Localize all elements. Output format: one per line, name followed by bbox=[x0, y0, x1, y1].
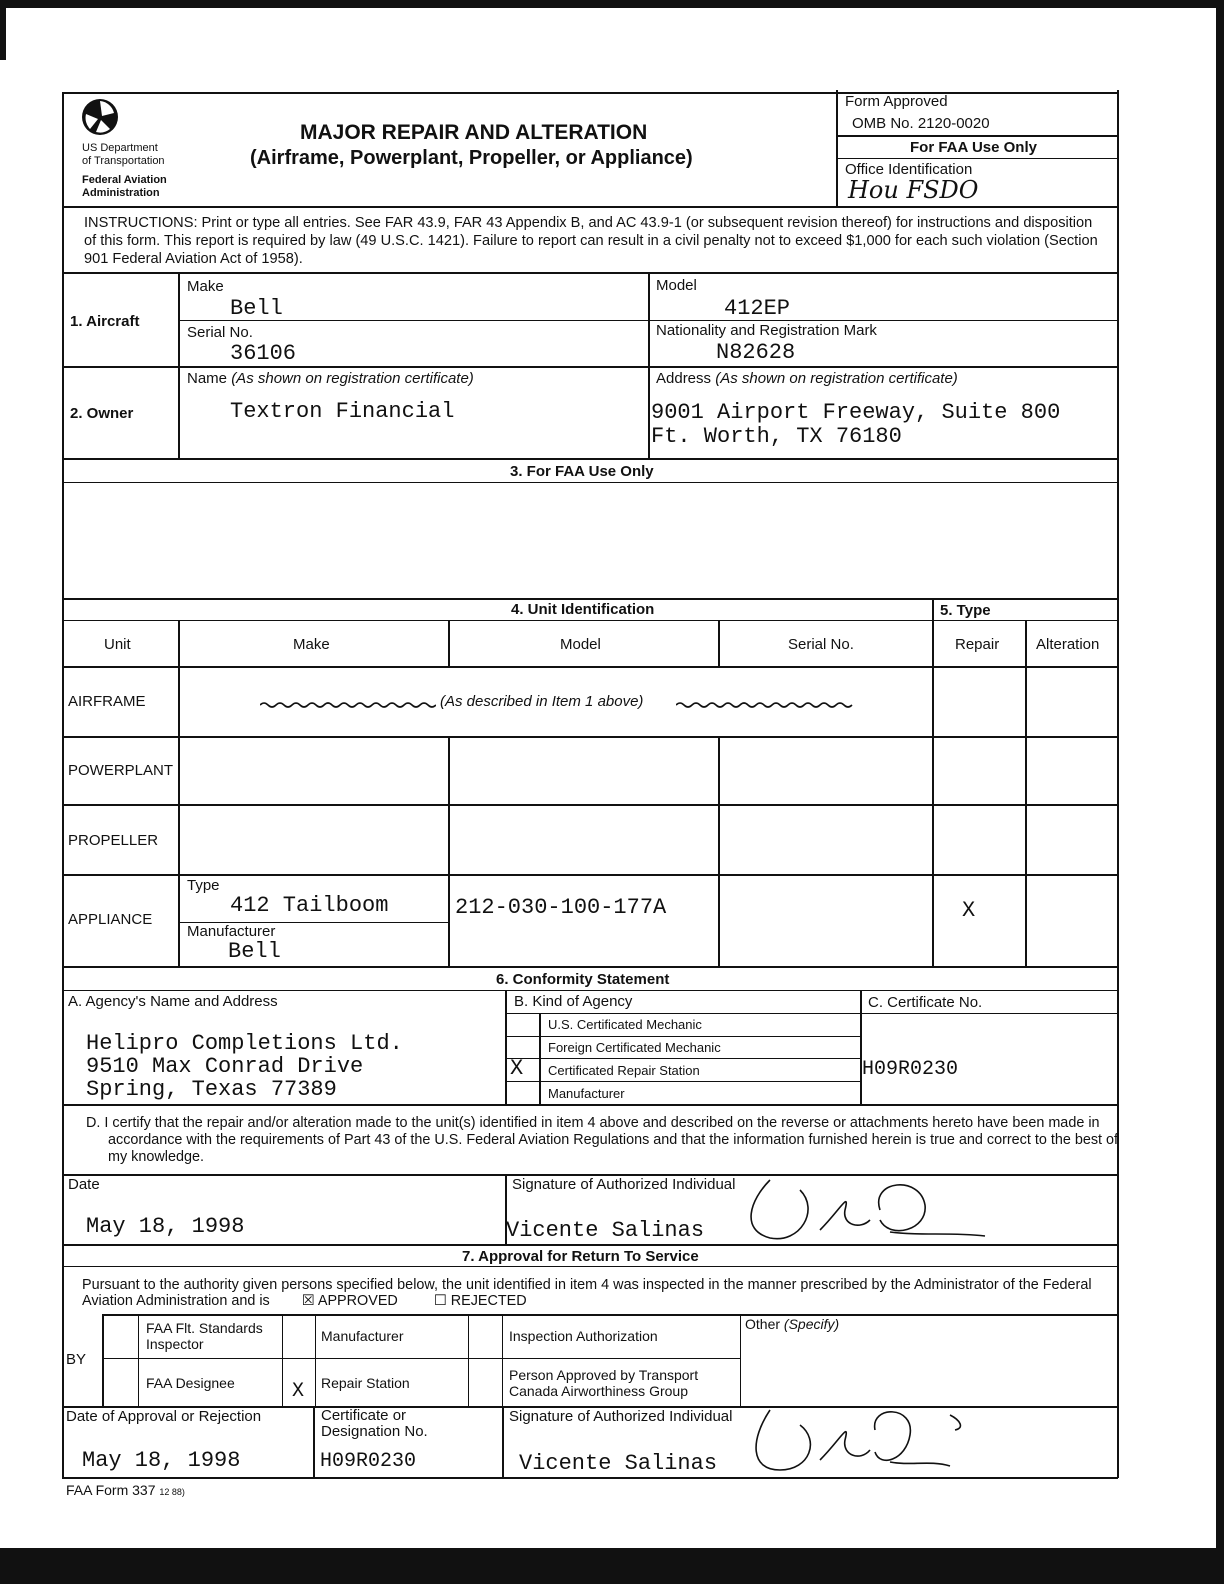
aircraft-model[interactable]: 412EP bbox=[724, 296, 791, 321]
faa-use-section-title: 3. For FAA Use Only bbox=[510, 463, 654, 480]
owner-address-label: Address (As shown on registration certificate) bbox=[656, 370, 958, 387]
agency-line1[interactable]: Helipro Completions Ltd. bbox=[86, 1031, 403, 1056]
opt-designee[interactable]: FAA Designee bbox=[146, 1375, 235, 1391]
kind-repair-station-mark[interactable]: X bbox=[510, 1056, 524, 1081]
approval-title: 7. Approval for Return To Service bbox=[462, 1248, 699, 1265]
by-label: BY bbox=[66, 1351, 87, 1368]
owner-address-line1[interactable]: 9001 Airport Freeway, Suite 800 bbox=[651, 400, 1061, 425]
scan-left-edge bbox=[0, 0, 6, 60]
omb-number: OMB No. 2120-0020 bbox=[852, 115, 990, 132]
faa-use-area[interactable] bbox=[64, 484, 1116, 596]
conformity-sig-name[interactable]: Vicente Salinas bbox=[506, 1218, 705, 1243]
nationality-label: Nationality and Registration Mark bbox=[656, 322, 877, 339]
approval-sig-label: Signature of Authorized Individual bbox=[509, 1408, 733, 1425]
col-unit: Unit bbox=[104, 636, 131, 653]
opt-inspection-auth[interactable]: Inspection Authorization bbox=[509, 1328, 658, 1344]
col-model: Model bbox=[560, 636, 601, 653]
appliance-model[interactable]: 212-030-100-177A bbox=[455, 895, 667, 920]
aircraft-section-label: 1. Aircraft bbox=[70, 313, 140, 330]
scan-bottom-edge bbox=[0, 1548, 1224, 1584]
col-alteration: Alteration bbox=[1036, 636, 1100, 653]
certify-text: D. I certify that the repair and/or alteration made to the unit(s) identified in item 4 above and described on the reverse or attachments hereto have been made in accordance with the requirements of Part 43 of the U.S. Federal Aviation Regulations and that the information furnished herein is true and correct to the best of my knowledge. bbox=[86, 1115, 1119, 1165]
approval-date[interactable]: May 18, 1998 bbox=[82, 1448, 241, 1473]
approval-date-label: Date of Approval or Rejection bbox=[66, 1408, 262, 1425]
approved-label: APPROVED bbox=[317, 1293, 398, 1309]
kind-manufacturer[interactable]: Manufacturer bbox=[548, 1086, 625, 1101]
scan-right-edge bbox=[1216, 0, 1224, 1584]
rejected-label: REJECTED bbox=[450, 1293, 527, 1309]
aircraft-make[interactable]: Bell bbox=[230, 296, 283, 321]
opt-repair-station[interactable]: Repair Station bbox=[321, 1375, 410, 1391]
owner-name[interactable]: Textron Financial bbox=[230, 399, 455, 424]
form-subtitle: (Airframe, Powerplant, Propeller, or Appliance) bbox=[250, 147, 693, 169]
aircraft-registration[interactable]: N82628 bbox=[716, 340, 796, 365]
wavy-line-left bbox=[260, 700, 436, 710]
owner-section-label: 2. Owner bbox=[70, 405, 134, 422]
form-number: FAA Form 337 12 88) bbox=[66, 1482, 185, 1498]
instructions-text: INSTRUCTIONS: Print or type all entries. See FAR 43.9, FAR 43 Appendix B, and AC 43.9-1 (or subsequent revision thereof) for instructions and disposition of this form. This report is required by law (49 U.S.C. 1421). Failure to report can result in a civil penalty not to exceed $1,000 for each such violation (Section 901 Federal Aviation Act of 1958). bbox=[84, 215, 1098, 267]
agency-line3: Federal Aviation bbox=[82, 174, 167, 186]
office-id-value: Hou FSDO bbox=[848, 176, 979, 204]
appliance-type-label: Type bbox=[187, 877, 220, 894]
cert-no-label: C. Certificate No. bbox=[868, 994, 983, 1011]
appliance-type[interactable]: 412 Tailboom bbox=[230, 893, 389, 918]
appliance-mfr-label: Manufacturer bbox=[187, 923, 276, 940]
make-label: Make bbox=[187, 278, 224, 295]
signature-scribble-1 bbox=[730, 1170, 1000, 1250]
conformity-sig-label: Signature of Authorized Individual bbox=[512, 1176, 736, 1193]
row-appliance: APPLIANCE bbox=[68, 911, 153, 928]
serial-label: Serial No. bbox=[187, 324, 253, 341]
kind-us-mechanic[interactable]: U.S. Certificated Mechanic bbox=[548, 1017, 702, 1032]
approval-cert-no[interactable]: H09R0230 bbox=[320, 1450, 417, 1473]
form-title: MAJOR REPAIR AND ALTERATION bbox=[300, 121, 648, 144]
office-id-label: Office Identification bbox=[845, 161, 973, 178]
agency-name-label: A. Agency's Name and Address bbox=[68, 993, 278, 1010]
wavy-line-right bbox=[676, 700, 856, 710]
certificate-no[interactable]: H09R0230 bbox=[862, 1058, 959, 1081]
kind-foreign-mechanic[interactable]: Foreign Certificated Mechanic bbox=[548, 1040, 721, 1055]
repair-station-mark[interactable]: X bbox=[292, 1380, 305, 1403]
scan-top-edge bbox=[0, 0, 1224, 8]
opt-transport-canada[interactable]: Person Approved by Transport Canada Airworthiness Group bbox=[509, 1367, 699, 1399]
kind-repair-station[interactable]: Certificated Repair Station bbox=[548, 1063, 700, 1078]
approval-text: Pursuant to the authority given persons specified below, the unit identified in item 4 was inspected in the manner prescribed by the Administrator of the Federal Aviation Administration and is ☒ APPROVED ☐ REJECTED bbox=[82, 1277, 1092, 1309]
row-propeller: PROPELLER bbox=[68, 832, 159, 849]
unit-id-title: 4. Unit Identification bbox=[511, 601, 655, 618]
agency-line3[interactable]: Spring, Texas 77389 bbox=[86, 1077, 337, 1102]
faa-use-only-label: For FAA Use Only bbox=[910, 139, 1037, 156]
appliance-repair-mark[interactable]: X bbox=[962, 898, 976, 923]
model-label: Model bbox=[656, 277, 697, 294]
agency-line4: Administration bbox=[82, 187, 160, 199]
conformity-title: 6. Conformity Statement bbox=[496, 971, 670, 988]
owner-address-line2[interactable]: Ft. Worth, TX 76180 bbox=[651, 424, 902, 449]
aircraft-serial[interactable]: 36106 bbox=[230, 341, 297, 366]
col-make: Make bbox=[293, 636, 330, 653]
form-approved-label: Form Approved bbox=[845, 93, 948, 110]
opt-other[interactable]: Other (Specify) bbox=[745, 1316, 840, 1332]
approval-sig-name[interactable]: Vicente Salinas bbox=[519, 1451, 718, 1476]
col-repair: Repair bbox=[955, 636, 1000, 653]
type-title: 5. Type bbox=[940, 602, 991, 619]
approved-checkbox[interactable]: ☒ bbox=[301, 1293, 315, 1309]
row-powerplant: POWERPLANT bbox=[68, 762, 174, 779]
opt-manufacturer[interactable]: Manufacturer bbox=[321, 1328, 404, 1344]
rejected-checkbox[interactable]: ☐ bbox=[433, 1293, 447, 1309]
agency-line2[interactable]: 9510 Max Conrad Drive bbox=[86, 1054, 364, 1079]
row-airframe: AIRFRAME bbox=[68, 693, 146, 710]
kind-agency-label: B. Kind of Agency bbox=[514, 993, 633, 1010]
conformity-date[interactable]: May 18, 1998 bbox=[86, 1214, 245, 1239]
agency-line1: US Department bbox=[82, 142, 158, 154]
opt-flt-standards[interactable]: FAA Flt. Standards Inspector bbox=[146, 1320, 263, 1352]
approval-cert-label: Certificate or Designation No. bbox=[321, 1407, 428, 1440]
date-label: Date bbox=[68, 1176, 100, 1193]
agency-line2: of Transportation bbox=[82, 155, 165, 167]
signature-scribble-2 bbox=[740, 1400, 980, 1480]
owner-name-label: Name (As shown on registration certificate) bbox=[187, 370, 474, 387]
airframe-note: (As described in Item 1 above) bbox=[440, 693, 644, 710]
appliance-mfr[interactable]: Bell bbox=[228, 939, 281, 964]
dot-logo-icon bbox=[80, 96, 120, 138]
col-serial: Serial No. bbox=[788, 636, 854, 653]
